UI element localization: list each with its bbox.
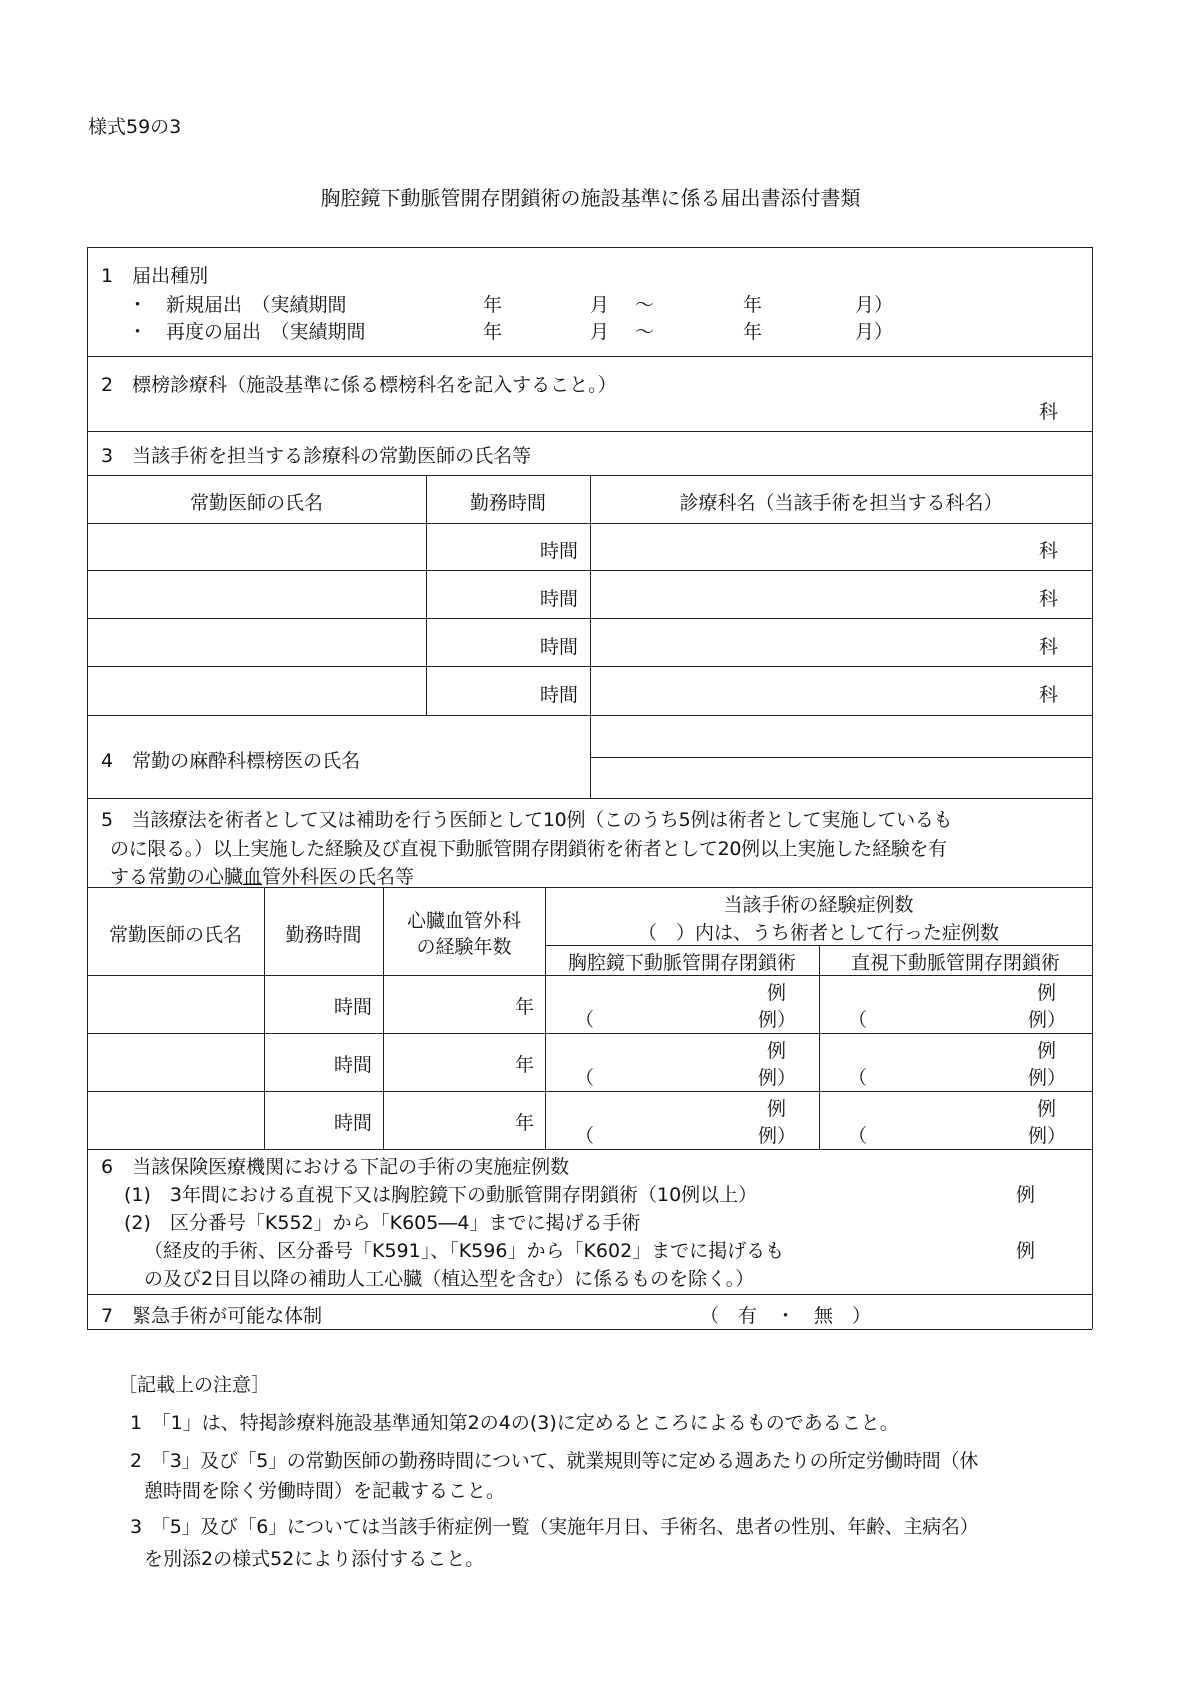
s1-tilde: ～ (635, 294, 655, 316)
s5-col-years-1: 心臓血管外科 (406, 910, 521, 932)
s1-tsuki-close: 月） (855, 321, 894, 343)
s3-hours-unit: 時間 (539, 684, 578, 706)
s5-case-unit: 例 (766, 1040, 786, 1062)
s5-case-unit: 例 (1036, 1098, 1056, 1120)
s5-paren-open: （ (575, 1125, 595, 1147)
s5-paren-open: （ (575, 1009, 595, 1031)
s6-item2b: （経皮的手術、区分番号「K591」、「K596」から「K602」までに掲げるも (144, 1240, 785, 1262)
s3-dept-unit: 科 (1038, 588, 1058, 610)
s5-col-years-2: の経験年数 (416, 936, 512, 958)
s3-dept-unit: 科 (1038, 636, 1058, 658)
s3-dept-unit: 科 (1038, 540, 1058, 562)
s5-years-unit: 年 (514, 1054, 534, 1076)
s5-case-unit: 例 (1036, 982, 1056, 1004)
s1-tsuki-close: 月） (855, 294, 894, 316)
s5-hours-unit: 時間 (333, 1054, 372, 1076)
s3-hours-unit: 時間 (539, 540, 578, 562)
s5-paren-open: （ (575, 1067, 595, 1089)
s5-years-unit: 年 (514, 996, 534, 1018)
s5-case-close: 例） (757, 1009, 796, 1031)
table-border-top (87, 247, 1092, 248)
s6-item2a: (2) 区分番号「K552」から「K605―4」までに掲げる手術 (124, 1212, 641, 1234)
s6-item1: (1) 3年間における直視下又は胸腔鏡下の動脈管開存閉鎖術（10例以上） (124, 1184, 758, 1206)
s5-paren-open: （ (848, 1067, 868, 1089)
column-divider (819, 945, 820, 1149)
s4-heading: 4 常勤の麻酔科標榜医の氏名 (101, 750, 361, 772)
s5-col-name: 常勤医師の氏名 (108, 924, 242, 946)
notes-heading: ［記載上の注意］ (118, 1374, 271, 1396)
s5-paren-open: （ (848, 1009, 868, 1031)
s3-col-name: 常勤医師の氏名 (189, 492, 323, 514)
s6-item2c: の及び2日目以降の補助人工心臓（植込型を含む）に係るものを除く。） (144, 1268, 755, 1290)
table-border-bottom (87, 1329, 1092, 1330)
s5-col-hours: 勤務時間 (285, 924, 362, 946)
s5-hours-unit: 時間 (333, 1112, 372, 1134)
s5-col-cases-2: （ ）内は、うち術者として行った症例数 (637, 922, 999, 944)
s5-paren-open: （ (848, 1125, 868, 1147)
s1-tilde: ～ (635, 321, 655, 343)
s1-nen: 年 (483, 294, 503, 316)
s5-col-direct: 直視下動脈管開存閉鎖術 (850, 952, 1060, 974)
s1-nen: 年 (483, 321, 503, 343)
s1-renew-label: ・ 再度の届出 （実績期間 (128, 321, 366, 343)
note-3a: 3 「5」及び「6」については当該手術症例一覧（実施年月日、手術名、患者の性別、年齢、主病名） (130, 1516, 979, 1538)
s5-case-close: 例） (1027, 1067, 1066, 1089)
s5-col-thoraco: 胸腔鏡下動脈管開存閉鎖術 (567, 952, 796, 974)
s1-nen: 年 (743, 321, 763, 343)
s3-col-hours: 勤務時間 (469, 492, 546, 514)
s2-heading: 2 標榜診療科（施設基準に係る標榜科名を記入すること。） (101, 374, 617, 396)
s5-case-close: 例） (757, 1125, 796, 1147)
s5-case-unit: 例 (1036, 1040, 1056, 1062)
s5-years-unit: 年 (514, 1112, 534, 1134)
s5-case-close: 例） (757, 1067, 796, 1089)
s5-hours-unit: 時間 (333, 996, 372, 1018)
s3-hours-unit: 時間 (539, 636, 578, 658)
divider (87, 975, 1092, 976)
divider (87, 1294, 1092, 1295)
note-3b: を別添2の様式52により添付すること。 (144, 1548, 485, 1570)
s5-case-unit: 例 (766, 982, 786, 1004)
s5-line3c: 管外科医の氏名等 (262, 866, 415, 888)
s5-case-unit: 例 (766, 1098, 786, 1120)
s3-hours-unit: 時間 (539, 588, 578, 610)
s5-line3a: する常勤の心臓 (110, 866, 244, 888)
s1-heading: 1 届出種別 (101, 265, 209, 287)
s5-text-line3 (110, 862, 414, 889)
form-id: 様式59の3 (88, 116, 182, 138)
s6-item2-unit: 例 (1016, 1240, 1036, 1262)
s6-heading: 6 当該保険医療機関における下記の手術の実施症例数 (101, 1156, 570, 1178)
s5-line3b: 血 (243, 866, 263, 888)
s1-nen: 年 (743, 294, 763, 316)
divider (87, 431, 1092, 432)
s1-new-label: ・ 新規届出 （実績期間 (128, 294, 347, 316)
s5-col-cases-1: 当該手術の経験症例数 (723, 894, 914, 916)
s7-heading: 7 緊急手術が可能な体制 (101, 1305, 323, 1327)
divider (87, 356, 1092, 357)
s7-choice: （ 有 ・ 無 ） (700, 1305, 872, 1327)
table-border-left (87, 247, 88, 1329)
s2-unit: 科 (1038, 401, 1058, 423)
s5-text-line1: 5 当該療法を術者として又は補助を行う医師として10例（このうち5例は術者として実施しているも (101, 809, 953, 831)
divider (87, 1033, 1092, 1034)
column-divider (590, 715, 591, 798)
s1-tsuki: 月 (590, 294, 610, 316)
table-border-right (1092, 247, 1093, 1329)
s3-heading: 3 当該手術を担当する診療科の常勤医師の氏名等 (101, 445, 532, 467)
s5-case-close: 例） (1027, 1009, 1066, 1031)
s1-tsuki: 月 (590, 321, 610, 343)
divider (87, 1149, 1092, 1150)
s5-case-close: 例） (1027, 1125, 1066, 1147)
s6-item1-unit: 例 (1016, 1184, 1036, 1206)
note-2a: 2 「3」及び「5」の常勤医師の勤務時間について、就業規則等に定める週あたりの所定労働時間（休 (130, 1450, 978, 1472)
note-2b: 憩時間を除く労働時間）を記載すること。 (144, 1480, 506, 1502)
s5-text-line2: のに限る。）以上実施した経験及び直視下動脈管開存閉鎖術を術者として20例以上実施した経験を有 (110, 838, 947, 860)
divider (87, 798, 1092, 799)
page-title: 胸腔鏡下動脈管開存閉鎖術の施設基準に係る届出書添付書類 (320, 186, 861, 210)
divider (87, 1091, 1092, 1092)
note-1: 1 「1」は、特掲診療料施設基準通知第2の4の(3)に定めるところによるものであること。 (130, 1412, 899, 1434)
divider (590, 757, 1092, 758)
s3-dept-unit: 科 (1038, 684, 1058, 706)
s3-col-dept: 診療科名（当該手術を担当する科名） (679, 492, 1003, 514)
